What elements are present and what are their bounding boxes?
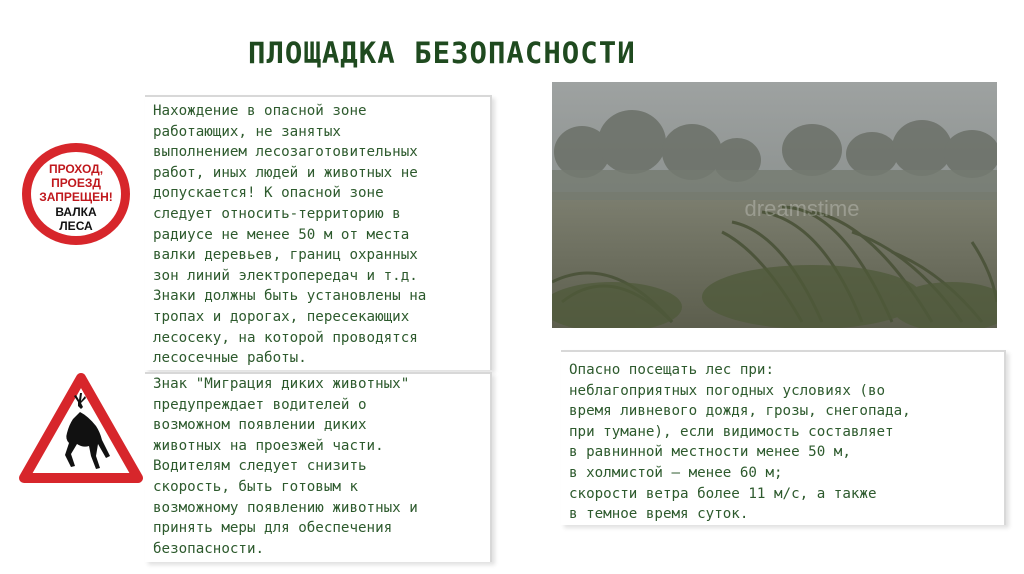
storm-photo: [552, 82, 997, 328]
danger-zone-text: Нахождение в опасной зоне работающих, не занятых выполнением лесозаготовительных работ, иных людей и животных не допускается! К опасной зоне следует относить-территорию в радиусе не менее 50 м от места валки деревьев, границ охранных зон линий электропередач и т.д. Знаки должны быть установлены на тропах и дорогах, пересекающих лесосеку, на которой проводятся лесосечные работы.: [153, 103, 427, 367]
photo-watermark: dreamstime: [744, 196, 860, 221]
sign-text-line5: ЛЕСА: [59, 219, 93, 233]
weather-danger-text-box: [561, 350, 1006, 525]
page-title: ПЛОЩАДКА БЕЗОПАСНОСТИ: [248, 36, 636, 70]
animal-migration-text-box: [145, 372, 492, 562]
animal-crossing-sign: [18, 372, 144, 484]
sign-text-line4: ВАЛКА: [55, 205, 97, 219]
animal-migration-text: Знак "Миграция диких животных" предупреждает водителей о возможном появлении диких животных на проезжей части. Водителям следует снизить скорость, быть готовым к возможному появлению животных и принять меры для обеспечения безопасности.: [153, 376, 418, 557]
sign-text-line1: ПРОХОД,: [48, 162, 104, 176]
sign-text-line3: ЗАПРЕЩЕН!: [39, 190, 113, 204]
danger-zone-text-box: [145, 95, 492, 370]
sign-text-line2: ПРОЕЗД: [51, 176, 101, 190]
prohibition-sign: [18, 140, 136, 248]
weather-danger-text: Опасно посещать лес при: неблагоприятных погодных условиях (во время ливневого дождя, грозы, снегопада, при тумане), если видимость составляет в равнинной местности менее 50 м, в холмистой – менее 60 м; скорости ветра более 11 м/с, а также в темное время суток.: [569, 362, 911, 523]
